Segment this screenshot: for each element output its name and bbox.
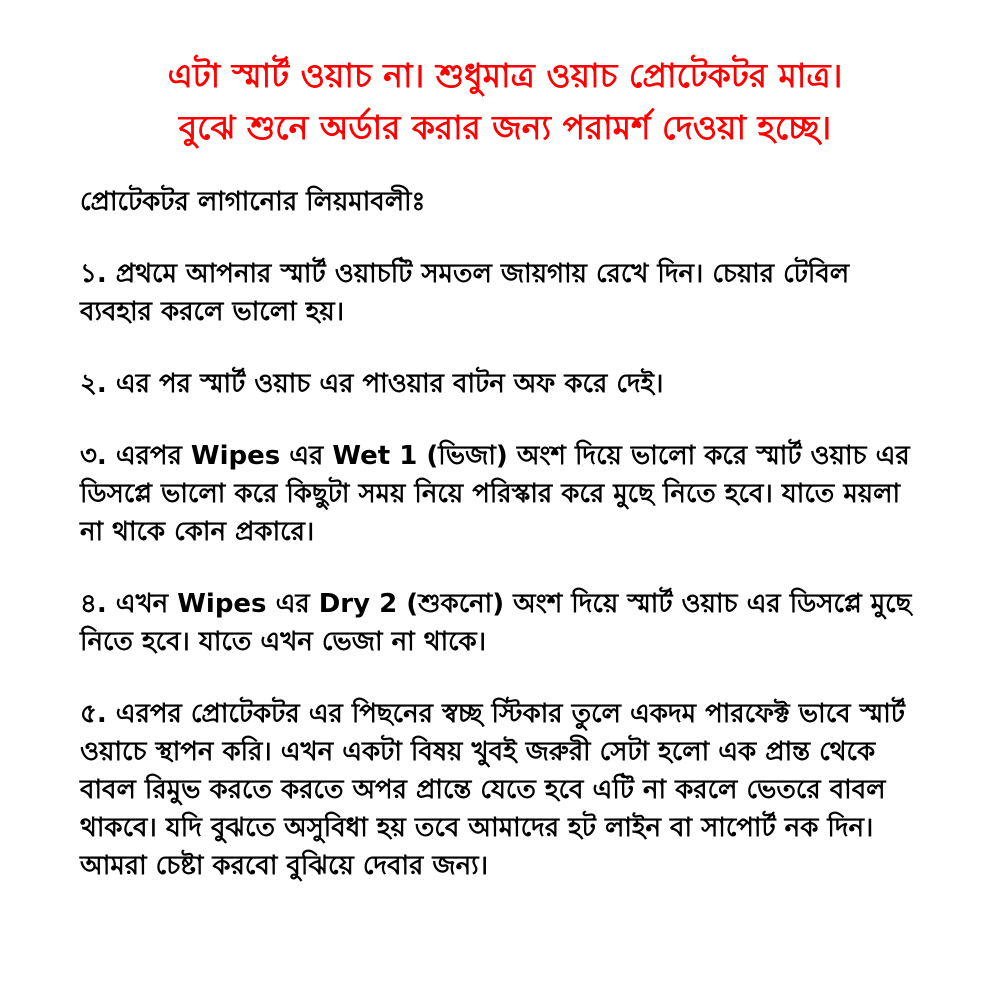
instructions-heading: প্রোটেকটর লাগানোর লিয়মাবলীঃ — [80, 187, 426, 217]
warning-notice — [80, 50, 930, 154]
instruction-steps — [80, 255, 930, 885]
instruction-step-1: ১. প্রথমে আপনার স্মার্ট ওয়াচটি সমতল জায়গায় রেখে দিন। চেয়ার টেবিল ব্যবহার করলে ভালো হয়। — [80, 259, 850, 327]
warning-line-1: এটা স্মার্ট ওয়াচ না। শুধুমাত্র ওয়াচ প্রোটেকটর মাত্র। — [167, 56, 843, 95]
warning-line-2: বুঝে শুনে অর্ডার করার জন্য পরামর্শ দেওয়া হচ্ছে। — [178, 108, 832, 147]
instruction-step-5: ৫. এরপর প্রোটেকটর এর পিছনের স্বচ্ছ স্টিকার তুলে একদম পারফেক্ট ভাবে স্মার্ট ওয়াচে স্থাপন করি। এখন একটা বিষয় খুবই জরুরী সেটা হলো এক প্রান্ত থেকে বাবল রিমুভ করতে করতে অপর প্রান্তে যেতে হবে এটি না করলে ভেতরে বাবল থাকবে। যদি বুঝতে অসুবিধা হয় তবে আমাদের হট লাইন বা সাপোর্ট নক দিন। আমরা চেষ্টা করবো বুঝিয়ে দেবার জন্য। — [80, 699, 905, 881]
instruction-step-3: ৩. এরপর Wipes এর Wet 1 (ভিজা) অংশ দিয়ে ভালো করে স্মার্ট ওয়াচ এর ডিসপ্লে ভালো করে কিছুটা সময় নিয়ে পরিস্কার করে মুছে নিতে হবে। যাতে ময়লা না থাকে কোন প্রকারে। — [80, 441, 910, 547]
instruction-step-2: ২. এর পর স্মার্ট ওয়াচ এর পাওয়ার বাটন অফ করে দেই। — [80, 369, 664, 399]
instruction-step-4: ৪. এখন Wipes এর Dry 2 (শুকনো) অংশ দিয়ে স্মার্ট ওয়াচ এর ডিসপ্লে মুছে নিতে হবে। যাতে এখন ভেজা না থাকে। — [80, 589, 912, 657]
